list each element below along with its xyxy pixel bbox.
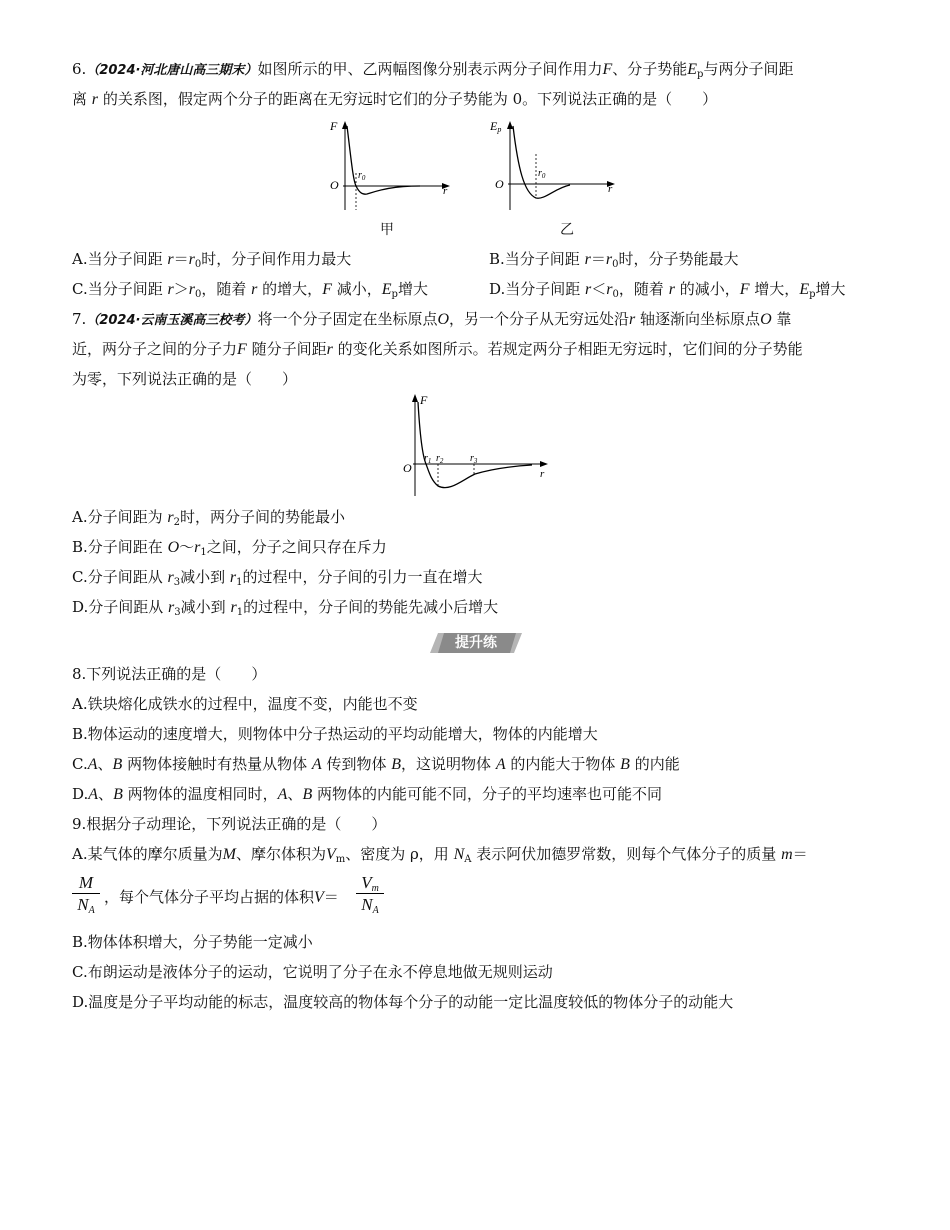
fig-yi-r-label: r <box>608 183 613 195</box>
fig-yi-r0-label: $r_0$ <box>538 168 546 180</box>
fig-q7-curve <box>418 402 532 488</box>
q7-source: （2024·云南玉溪高三校考） <box>86 313 258 328</box>
q8-option-c: C.A、B 两物体接触时有热量从物体 A 传到物体 B，这说明物体 A 的内能大于物体 B 的内能 <box>72 755 680 773</box>
fig-jia-r-label: r <box>443 185 448 197</box>
q9-stem: 9.根据分子动理论，下列说法正确的是（ ） <box>72 815 387 833</box>
figure-potential-curve <box>490 118 620 216</box>
q9-option-a-line2: ，每个气体分子平均占据的体积V＝ <box>104 888 339 906</box>
q7-option-d: D.分子间距从 $r_3$减小到 $r_1$的过程中，分子间的势能先减小后增大 <box>72 598 499 618</box>
figure-q7-force-curve <box>400 392 555 498</box>
fig-q7-F-label: F <box>420 393 428 407</box>
fig-yi-caption: 乙 <box>560 222 574 238</box>
q6-option-c: C.当分子间距 $r>r_0$，随着 r 的增大，F 减小，$E_p$增大 <box>72 280 428 300</box>
q9-fraction-mass: $\frac{M}{N_A}$ <box>72 873 100 916</box>
q9-option-a-line1: A.某气体的摩尔质量为M、摩尔体积为$V_m$、密度为 ρ，用 $N_A$ 表示阿伏加德罗常数，则每个气体分子的质量 m＝ <box>72 845 808 865</box>
fig-q7-r1-label: $r_1$ <box>424 453 432 465</box>
q8-option-d: D.A、B 两物体的温度相同时，A、B 两物体的内能可能不同，分子的平均速率也可能不同 <box>72 785 663 803</box>
q9-option-c: C.布朗运动是液体分子的运动，它说明了分子在永不停息地做无规则运动 <box>72 963 553 981</box>
q7-stem-line1: 7.（2024·云南玉溪高三校考）将一个分子固定在坐标原点O，另一个分子从无穷远处沿r 轴逐渐向坐标原点O 靠 <box>72 310 792 328</box>
q8-option-a: A.铁块熔化成铁水的过程中，温度不变，内能也不变 <box>72 695 418 713</box>
fig-jia-r0-label: $r_0$ <box>358 170 366 182</box>
q9-fraction-volume: $\frac{V_m}{N_A}$ <box>356 873 384 916</box>
fig-jia-caption: 甲 <box>380 222 394 238</box>
q6-source: （2024·河北唐山高三期末） <box>86 63 258 78</box>
q8-option-b: B.物体运动的速度增大，则物体中分子热运动的平均动能增大，物体的内能增大 <box>72 725 598 743</box>
q6-stem-line2: 离 r 的关系图，假定两个分子的距离在无穷远时它们的分子势能为 0。下列说法正确的是（ ） <box>72 90 718 108</box>
q6-option-a: A.当分子间距 $r=r_0$时，分子间作用力最大 <box>72 250 352 270</box>
q8-stem: 8.下列说法正确的是（ ） <box>72 665 267 683</box>
section-banner-title: 提升练 <box>455 635 497 651</box>
fig-q7-O-label: O <box>403 461 412 475</box>
fig-yi-O-label: O <box>495 177 504 191</box>
q7-option-a: A.分子间距为 $r_2$时，两分子间的势能最小 <box>72 508 346 528</box>
q9-option-b: B.物体体积增大，分子势能一定减小 <box>72 933 313 951</box>
fig-jia-O-label: O <box>330 178 339 192</box>
fig-yi-Ep-label: Ep <box>490 119 502 134</box>
fig-jia-curve <box>347 126 420 194</box>
q6-number: 6. <box>72 60 87 78</box>
fig-q7-r3-label: $r_3$ <box>470 453 478 465</box>
figure-force-curve <box>325 118 455 216</box>
q7-option-c: C.分子间距从 $r_3$减小到 $r_1$的过程中，分子间的引力一直在增大 <box>72 568 483 588</box>
q7-option-b: B.分子间距在 $O\sim r_1$之间，分子之间只存在斥力 <box>72 538 387 558</box>
q7-stem-line2: 近，两分子之间的分子力F 随分子间距r 的变化关系如图所示。若规定两分子相距无穷远时，它们间的分子势能 <box>72 340 803 358</box>
q6-option-b: B.当分子间距 $r=r_0$时，分子势能最大 <box>489 250 739 270</box>
q6-option-d: D.当分子间距 $r<r_0$，随着 r 的减小，F 增大，$E_p$增大 <box>489 280 846 300</box>
fig-yi-curve <box>513 126 570 198</box>
fig-q7-r-label: r <box>540 468 545 480</box>
q6-stem-line1: 6.（2024·河北唐山高三期末）如图所示的甲、乙两幅图像分别表示两分子间作用力F、分子势能$E_p$与两分子间距 <box>72 60 794 80</box>
fig-q7-r2-label: $r_2$ <box>436 453 444 465</box>
fig-jia-F-label: F <box>330 119 338 133</box>
q9-option-d: D.温度是分子平均动能的标志，温度较高的物体每个分子的动能一定比温度较低的物体分子的动能大 <box>72 993 734 1011</box>
q7-stem-line3: 为零，下列说法正确的是（ ） <box>72 370 298 388</box>
